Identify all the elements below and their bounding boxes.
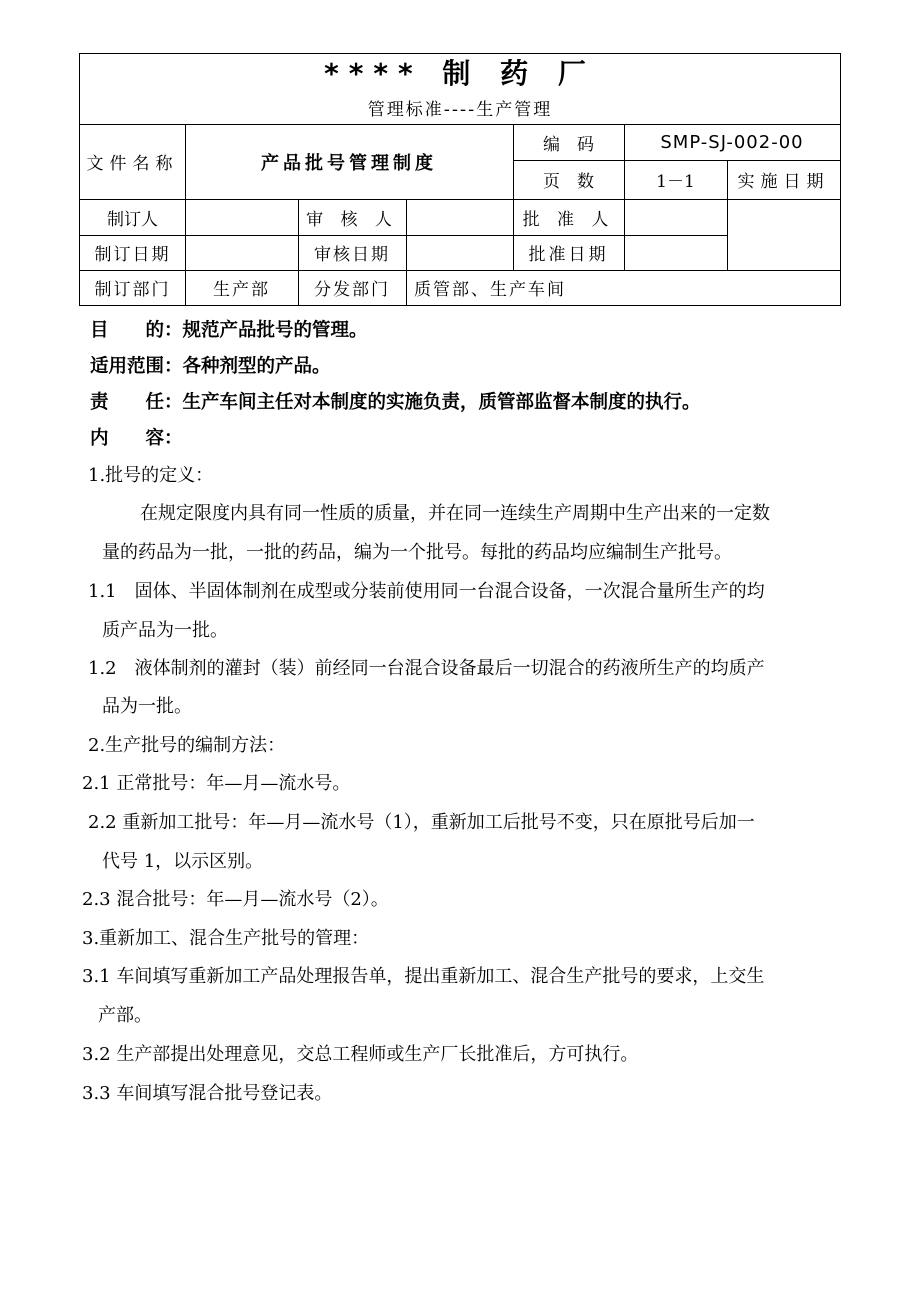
dept-value: 生产部 [213,280,270,300]
responsibility: 责 任：生产车间主任对本制度的实施负责，质管部监督本制度的执行。 [90,392,701,413]
paragraph-line: 3.2 生产部提出处理意见，交总工程师或生产厂长批准后，方可执行。 [82,1044,639,1065]
scope: 适用范围：各种剂型的产品。 [90,356,331,377]
doc-name-label: 文件名称 [86,154,179,174]
impl-date-label: 实施日期 [737,172,830,192]
author-date-label: 制订日期 [94,245,171,265]
doc-name: 产品批号管理制度 [261,152,437,174]
dist-label: 分发部门 [314,280,390,300]
page-value: 1－1 [656,172,695,192]
company-name: **** 制 药 厂 [324,57,596,90]
author-label: 制订人 [107,209,158,230]
paragraph-line: 代号 1，以示区别。 [102,851,264,872]
document-category: 管理标准----生产管理 [367,99,553,120]
paragraph-line: 1.1 固体、半固体制剂在成型或分装前使用同一台混合设备，一次混合量所生产的均 [88,581,765,602]
dept-label: 制订部门 [94,280,171,300]
dist-value: 质管部、生产车间 [414,280,566,300]
section-heading: 2.生产批号的编制方法： [88,735,286,756]
paragraph-line: 3.1 车间填写重新加工产品处理报告单，提出重新加工、混合生产批号的要求，上交生 [82,966,765,987]
paragraph-line: 1.2 液体制剂的灌封（装）前经同一台混合设备最后一切混合的药液所生产的均质产 [88,658,765,679]
reviewer-label: 审 核 人 [306,209,398,230]
paragraph-line: 量的药品为一批，一批的药品，编为一个批号。每批的药品均应编制生产批号。 [102,542,732,563]
content-heading: 内 容： [90,428,183,449]
paragraph-line: 在规定限度内具有同一性质的质量，并在同一连续生产周期中生产出来的一定数 [140,503,770,524]
paragraph-line: 2.3 混合批号：年—月—流水号（2）。 [82,889,389,910]
approver-label: 批 准 人 [522,209,615,230]
page-label: 页 数 [543,172,594,192]
purpose: 目 的：规范产品批号的管理。 [90,320,368,341]
paragraph-line: 2.1 正常批号：年—月—流水号。 [82,773,351,794]
code-label: 编 码 [543,134,594,155]
paragraph-line: 产部。 [98,1005,152,1026]
review-date-label: 审核日期 [314,245,390,265]
paragraph-line: 品为一批。 [102,696,192,717]
approve-date-label: 批准日期 [528,245,609,265]
code-value: SMP-SJ-002-00 [660,131,804,153]
paragraph-line: 质产品为一批。 [102,620,228,641]
section-heading: 3.重新加工、混合生产批号的管理： [82,928,370,949]
section-heading: 1.批号的定义： [88,465,214,486]
paragraph-line: 3.3 车间填写混合批号登记表。 [82,1083,333,1104]
paragraph-line: 2.2 重新加工批号：年—月—流水号（1），重新加工后批号不变，只在原批号后加一 [88,812,755,833]
